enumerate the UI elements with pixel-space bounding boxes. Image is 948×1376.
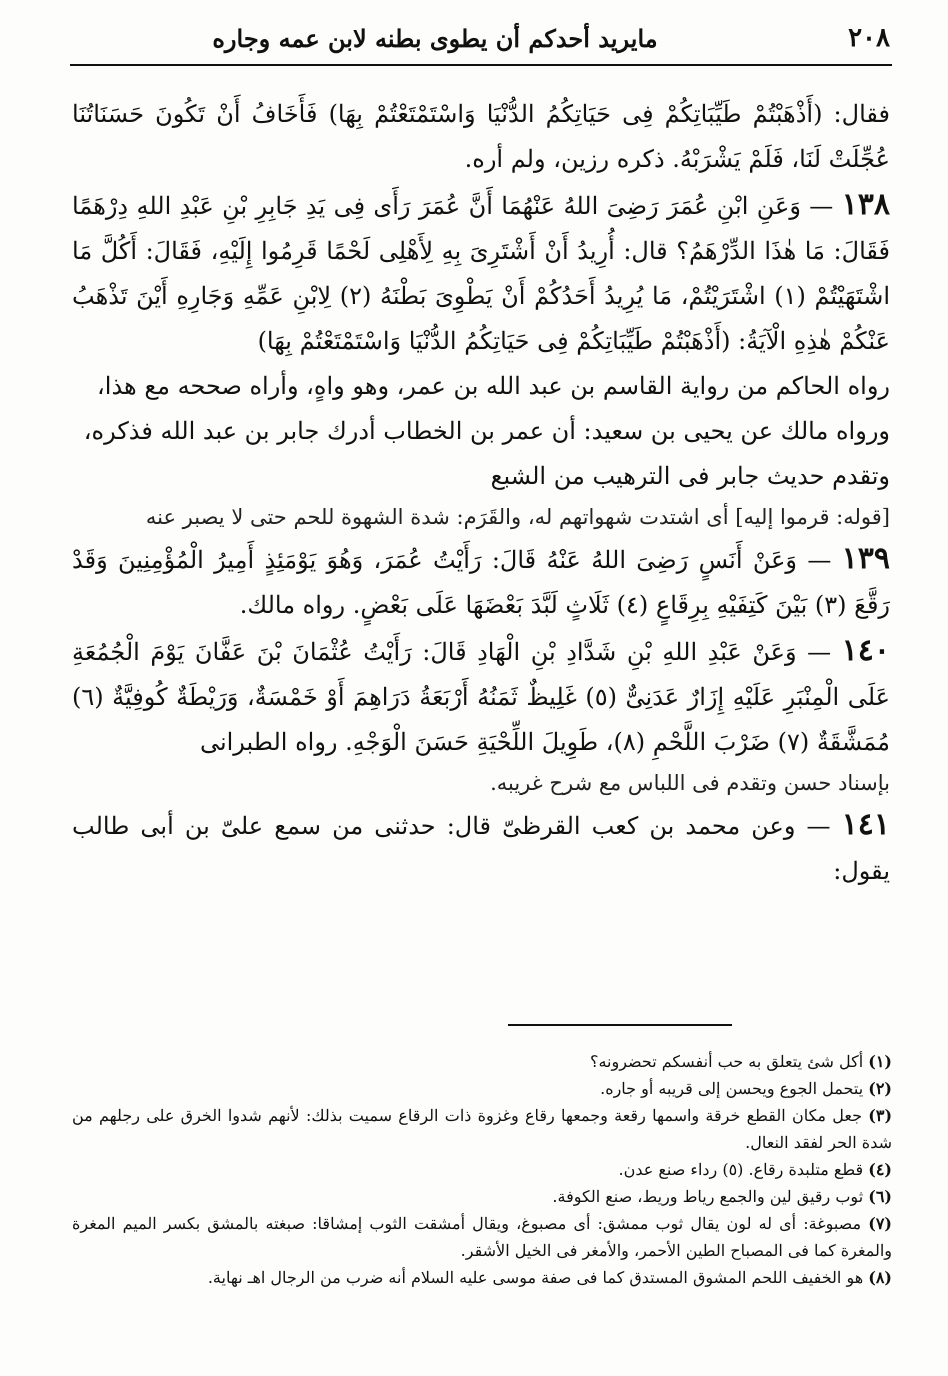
footnote [72,1048,892,1075]
footnote-separator [508,1024,732,1026]
hadith-138 [72,182,890,364]
footnote [72,1075,892,1102]
footnote [72,1156,892,1183]
paragraph-continuation: فقال: (أَذْهَبْتُمْ طَيِّبَاتِكُمْ فِى حَيَاتِكُمُ الدُّنْيَا وَاسْتَمْتَعْتُمْ بِهَا) فَأَخَافُ أَنْ تَكُونَ حَسَنَاتُنَا عُجِّلَتْ لَنَا، فَلَمْ يَشْرَبْهُ. ذكره رزين، ولم أره. [72,100,891,173]
hadith-141 [72,802,890,894]
hadith-text: — وَعَنِ ابْنِ عُمَرَ رَضِىَ اللهُ عَنْهُمَا أَنَّ عُمَرَ رَأَى فِى يَدِ جَابِرِ بْنِ عَبْدِ اللهِ دِرْهَمًا فَقَالَ: مَا هٰذَا الدِّرْهَمُ؟ قال: أُرِيدُ أَنْ أَشْتَرِىَ بِهِ لِأَهْلِى لَحْمًا قَرِمُوا إِلَيْهِ، فَقَالَ: أَكُلَّ مَا اشْتَهَيْتُمْ (١) اشْتَرَيْتُمْ، مَا يُرِيدُ أَحَدُكُمْ أَنْ يَطْوِىَ بَطْنَهُ (٢) لِابْنِ عَمِّهِ وَجَارِهِ أَيْنَ تَذْهَبُ عَنْكُمْ هٰذِهِ الْآيَةُ: (أَذْهَبْتُمْ طَيِّبَاتِكُمْ فِى حَيَاتِكُمُ الدُّنْيَا وَاسْتَمْتَعْتُمْ بِهَا) [72,192,891,355]
footnote [72,1210,892,1264]
hadith-source: رواه الحاكم من رواية القاسم بن عبد الله بن عمر، وهو واهٍ، وأراه صححه مع هذا، [97,372,890,400]
header-rule [70,64,892,66]
footnote [72,1183,892,1210]
footnote-text: هو الخفيف اللحم المشوق المستدق كما فى صفة موسى عليه السلام أنه ضرب من الرجال اهـ نهاية. [207,1268,864,1287]
page-header [70,18,890,58]
gloss-note: [قوله: قرموا إليه] أى اشتدت شهواتهم له، والقَرَم: شدة الشهوة للحم حتى لا يصبر عنه [145,505,890,529]
main-text [72,92,890,894]
hadith-number: ١٤١ [841,807,890,842]
hadith-text: — وَعَنْ أَنَسٍ رَضِىَ اللهُ عَنْهُ قَالَ: رَأَيْتُ عُمَرَ، وَهُوَ يَوْمَئِذٍ أَمِيرُ الْمُؤْمِنِينَ وَقَدْ رَقَّعَ (٣) بَيْنَ كَتِفَيْهِ بِرِقَاعٍ (٤) ثَلَاثٍ لَبَّدَ بَعْضَهَا عَلَى بَعْضٍ. رواه مالك. [72,546,890,619]
footnote-number: (٦) [868,1187,892,1206]
footnote-number: (١) [868,1052,892,1071]
hadith-number: ١٣٨ [841,187,890,222]
hadith-number: ١٤٠ [841,633,890,668]
hadith-text: — وَعَنْ عَبْدِ اللهِ بْنِ شَدَّادِ بْنِ الْهَادِ قَالَ: رَأَيْتُ عُثْمَانَ بْنَ عَفَّانَ يَوْمَ الْجُمُعَةِ عَلَى الْمِنْبَرِ عَلَيْهِ إِزَارٌ عَدَنِىٌّ (٥) غَلِيظٌ ثَمَنُهُ أَرْبَعَةُ دَرَاهِمَ أَوْ خَمْسَةٌ، وَرَيْطَةٌ كُوفِيَّةٌ (٦) مُمَشَّقَةٌ (٧) ضَرْبَ اللَّحْمِ (٨)، طَوِيلَ اللِّحْيَةِ حَسَنَ الْوَجْهِ. رواه الطبرانى [72,638,890,756]
hadith-source: بإسناد حسن وتقدم فى اللباس مع شرح غريبه. [490,771,890,795]
running-title: مايريد أحدكم أن يطوى بطنه لابن عمه وجاره [212,23,658,53]
page-number: ٢٠٨ [848,23,890,53]
footnote-text: جعل مكان القطع خرقة واسمها رقعة وجمعها رقاع وغزوة ذات الرقاع سميت بذلك: لأنهم شدوا الخرق على رجلهم من شدة الحر لفقد النعال. [72,1106,892,1152]
footnote-number: (٧) [868,1214,892,1233]
hadith-139 [72,536,890,628]
hadith-text: — وعن محمد بن كعب القرظىّ قال: حدثنى من سمع علىّ بن أبى طالب يقول: [72,812,890,885]
footnotes [72,1048,892,1291]
hadith-140 [72,628,890,765]
footnote-number: (٤) [868,1160,892,1179]
footnote-number: (٣) [868,1106,893,1125]
hadith-source: ورواه مالك عن يحيى بن سعيد: أن عمر بن الخطاب أدرك جابر بن عبد الله فذكره، [83,417,890,445]
footnote-number: (٨) [868,1268,892,1287]
footnote [72,1102,892,1156]
hadith-source: وتقدم حديث جابر فى الترهيب من الشبع [490,462,890,490]
footnote-text: قطع متلبدة رقاع. (٥) رداء صنع عدن. [618,1160,864,1179]
footnote-number: (٢) [868,1079,892,1098]
footnote-text: يتحمل الجوع ويحسن إلى قريبه أو جاره. [600,1079,864,1098]
hadith-number: ١٣٩ [841,541,890,576]
footnote-text: مصبوغة: أى له لون يقال ثوب ممشق: أى مصبوغ، ويقال أمشقت الثوب إمشاقا: صبغته بالمشق بكسر الميم المغرة والمغرة كما فى المصباح الطين الأحمر، والأمغر فى الخيل الأشقر. [72,1214,892,1260]
footnote-text: ثوب رقيق لين والجمع رياط وريط، صنع الكوفة. [552,1187,864,1206]
footnote-text: أكل شئ يتعلق به حب أنفسكم تحضرونه؟ [589,1052,864,1071]
footnote [72,1264,892,1291]
